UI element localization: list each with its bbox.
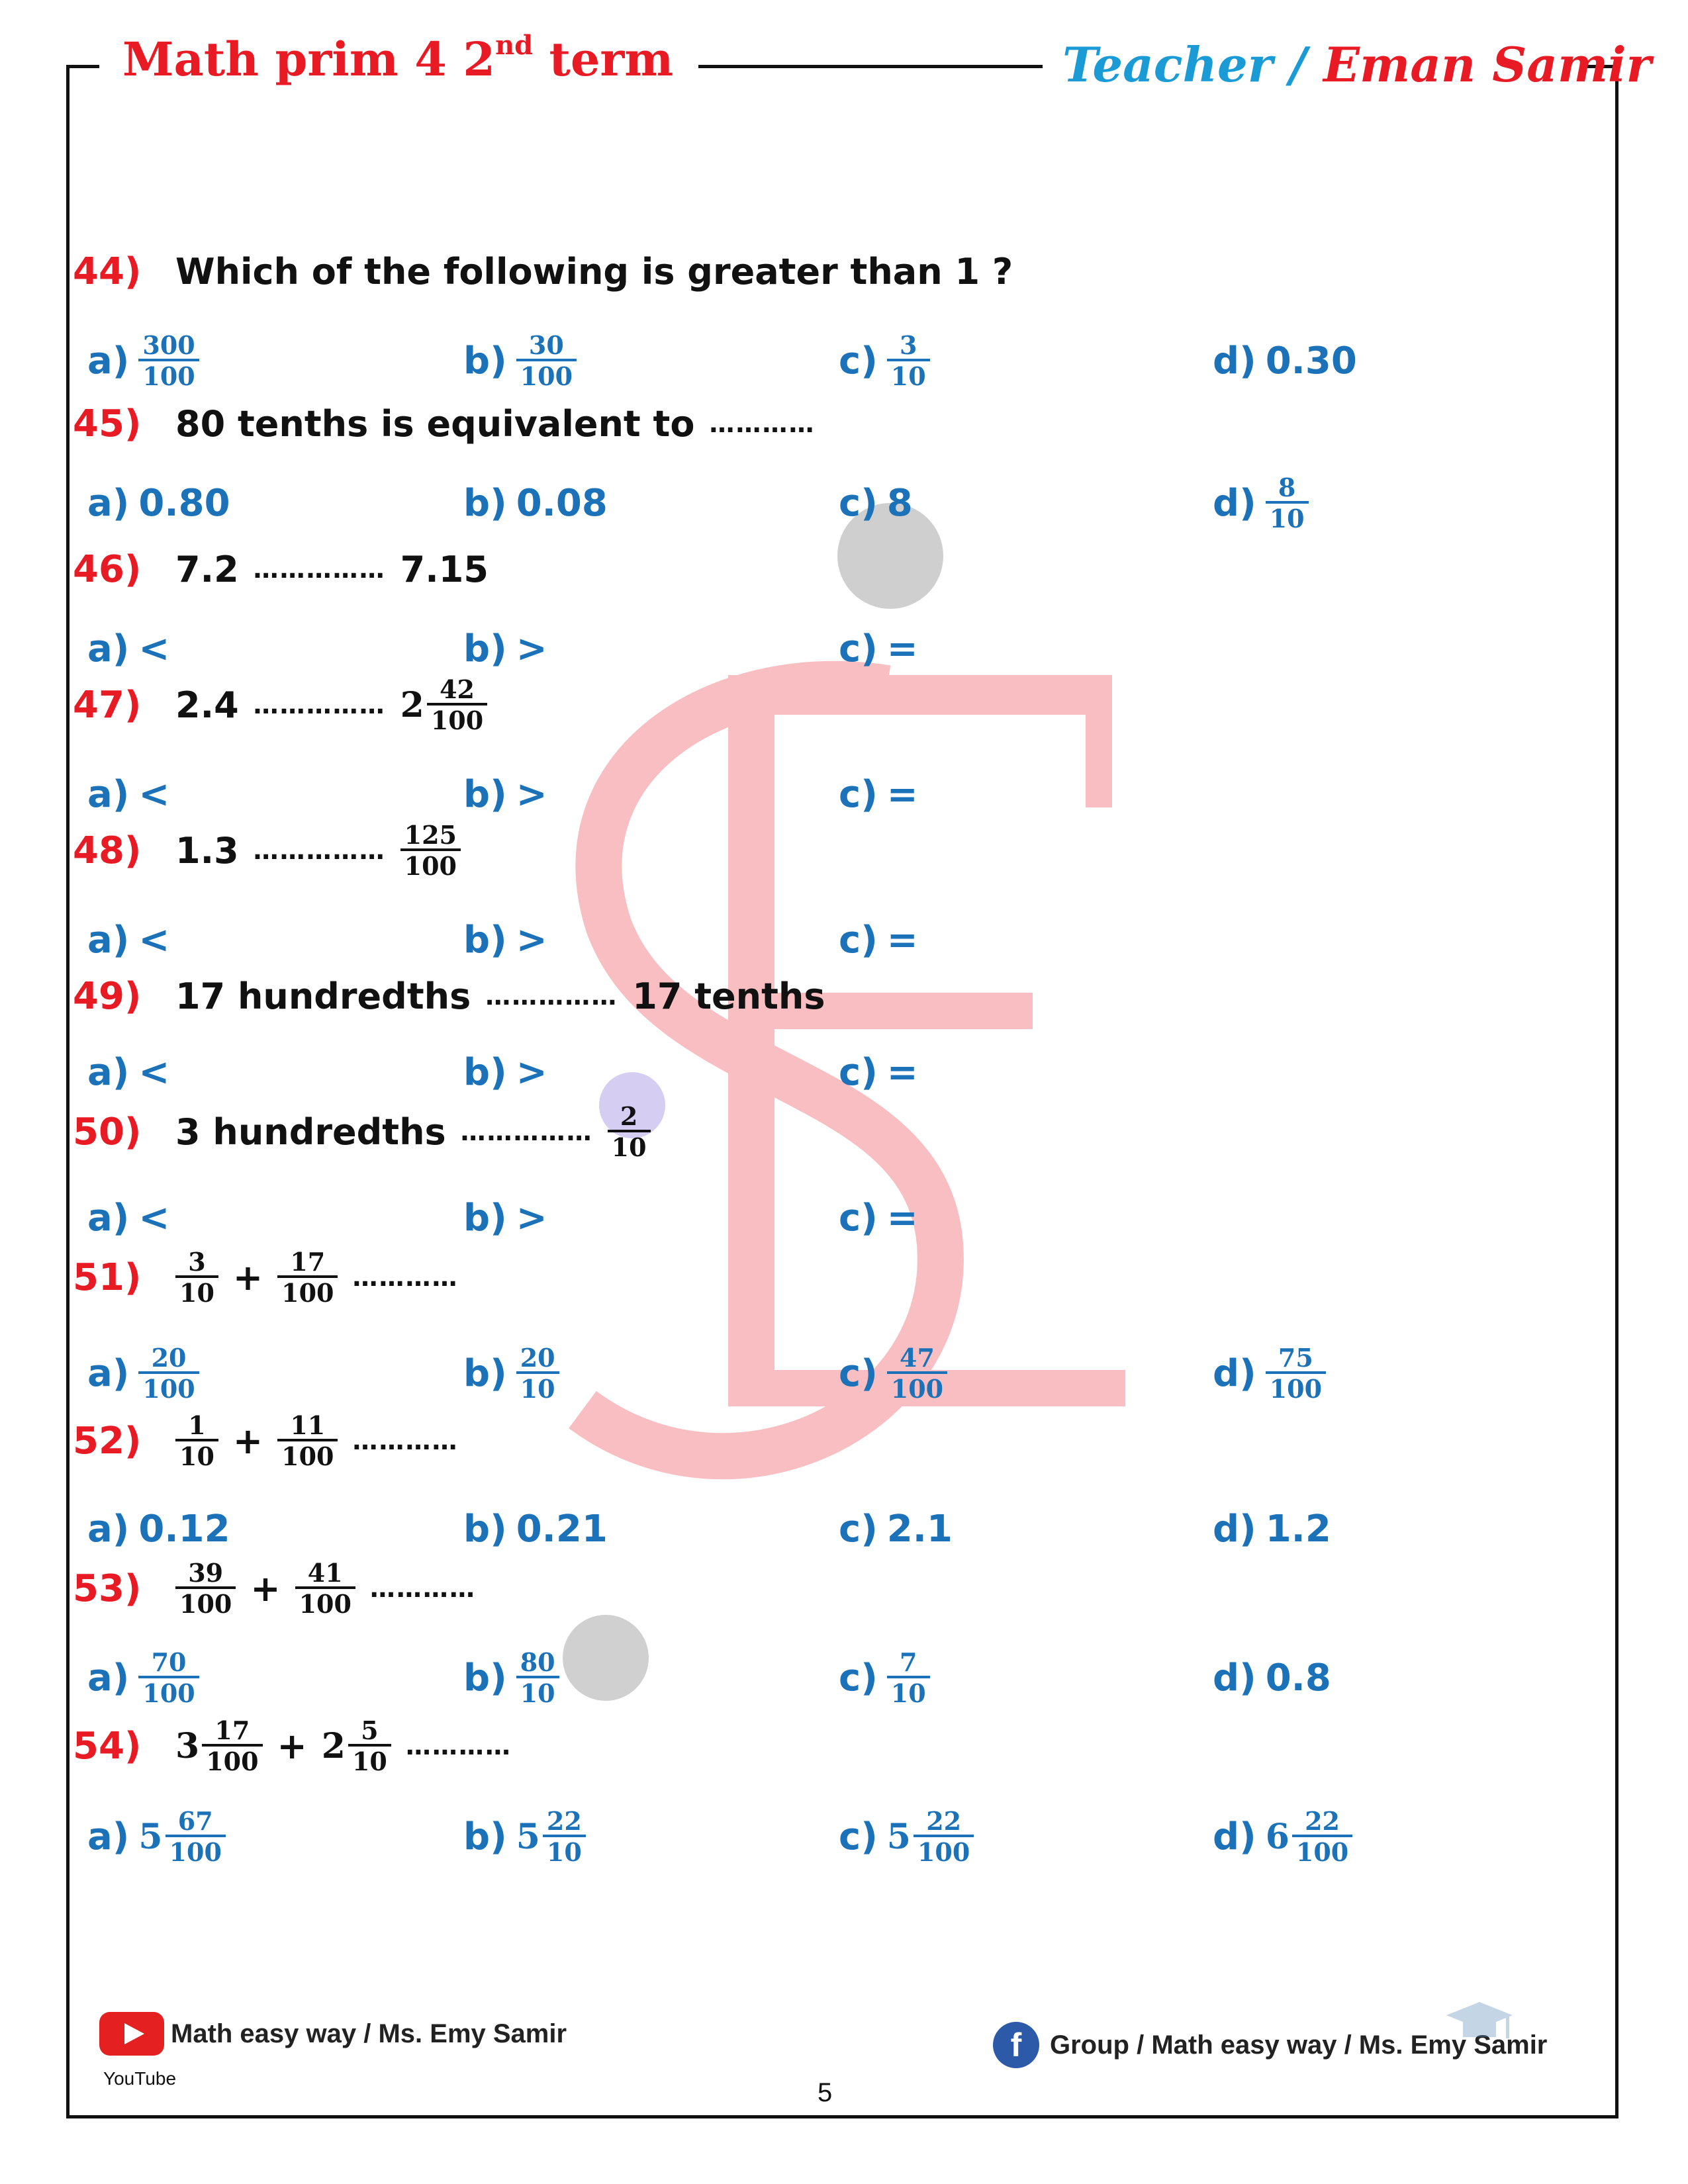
question-52: 52) $\frac{1}{10}$ + $\frac{11}{100}$ …………: [73, 1410, 459, 1471]
question-51: 51) $\frac{3}{10}$ + $\frac{17}{100}$ …………: [73, 1246, 459, 1308]
answer-blank: ……………: [253, 836, 386, 865]
question-number: 54): [73, 1724, 142, 1768]
option-c[interactable]: c) 5 $\frac{22}{100}$: [839, 1800, 974, 1873]
option-a[interactable]: a) $\frac{300}{100}$: [87, 324, 199, 397]
question-48: 48) 1.3 …………… $\frac{125}{100}$: [73, 814, 461, 887]
option-b[interactable]: b) >: [463, 627, 547, 670]
option-a[interactable]: a) $\frac{70}{100}$: [87, 1641, 199, 1714]
question-53: 53) $\frac{39}{100}$ + $\frac{41}{100}$ …………: [73, 1557, 476, 1619]
option-c[interactable]: c) 8: [839, 481, 913, 525]
question-text: Which of the following is greater than 1 ?: [175, 250, 1013, 293]
option-a[interactable]: a) 0.12: [87, 1507, 230, 1551]
question-number: 44): [73, 250, 142, 293]
question-number: 51): [73, 1255, 142, 1299]
option-a[interactable]: a) $\frac{20}{100}$: [87, 1337, 199, 1410]
page-border-top: [698, 65, 1043, 68]
option-b[interactable]: b) >: [463, 1050, 547, 1094]
facebook-icon: f: [993, 2022, 1039, 2068]
page-number: 5: [818, 2078, 833, 2107]
option-d[interactable]: d) $\frac{75}{100}$: [1213, 1337, 1326, 1410]
question-47: 47) 2.4 …………… 2 $\frac{42}{100}$: [73, 668, 487, 741]
page-border-left: [66, 66, 70, 2118]
options-53: [87, 1641, 1544, 1714]
option-b[interactable]: b) >: [463, 1196, 547, 1240]
option-a[interactable]: a) 5 $\frac{67}{100}$: [87, 1800, 226, 1873]
youtube-label: YouTube: [103, 2068, 177, 2089]
question-number: 50): [73, 1110, 142, 1154]
question-54: 54) 3 $\frac{17}{100}$ + 2 $\frac{5}{10}$ …………: [73, 1715, 512, 1776]
option-c[interactable]: c) $\frac{47}{100}$: [839, 1337, 947, 1410]
page-border-bottom: [66, 2115, 1618, 2118]
option-b[interactable]: b) 5 $\frac{22}{10}$: [463, 1800, 586, 1873]
option-d[interactable]: d) 0.8: [1213, 1656, 1331, 1700]
question-45: [73, 387, 815, 460]
graduation-cap-icon: [1443, 1995, 1516, 2055]
answer-blank: ……………: [460, 1117, 593, 1146]
options-44: [87, 324, 1544, 397]
option-d[interactable]: d) $\frac{8}{10}$: [1213, 467, 1309, 539]
question-46: 46) 7.2 …………… 7.15: [73, 547, 489, 591]
answer-blank: ……………: [485, 981, 618, 1011]
option-b[interactable]: b) $\frac{30}{100}$: [463, 324, 577, 397]
youtube-link[interactable]: [99, 2012, 567, 2056]
answer-blank: …………: [352, 1426, 459, 1455]
option-a[interactable]: a) <: [87, 772, 170, 816]
option-a[interactable]: a) <: [87, 627, 170, 670]
question-50: 50) 3 hundredths …………… $\frac{2}{10}$: [73, 1095, 651, 1168]
question-number: 52): [73, 1419, 142, 1463]
question-number: 46): [73, 547, 142, 591]
youtube-icon: [99, 2012, 164, 2056]
option-a[interactable]: a) <: [87, 1196, 170, 1240]
option-c[interactable]: c) =: [839, 627, 918, 670]
option-c[interactable]: c) $\frac{3}{10}$: [839, 324, 930, 397]
answer-blank: ……………: [253, 555, 386, 584]
teacher-name: Teacher / Eman Samir: [1062, 36, 1652, 93]
question-number: 53): [73, 1567, 142, 1610]
option-c[interactable]: c) =: [839, 918, 918, 962]
options-45: [87, 467, 1544, 539]
option-c[interactable]: c) 2.1: [839, 1507, 953, 1551]
question-number: 49): [73, 974, 142, 1018]
answer-blank: ……………: [253, 690, 386, 719]
answer-blank: …………: [405, 1731, 512, 1760]
question-number: 45): [73, 402, 142, 445]
page-border-right: [1615, 66, 1618, 2118]
option-d[interactable]: d) 1.2: [1213, 1507, 1331, 1551]
option-b[interactable]: b) >: [463, 918, 547, 962]
page-title: Math prim 4 2nd term: [122, 29, 674, 87]
option-a[interactable]: a) 0.80: [87, 481, 230, 525]
option-b[interactable]: b) 0.21: [463, 1507, 608, 1551]
page-border-top: [66, 65, 99, 68]
option-a[interactable]: a) <: [87, 918, 170, 962]
answer-blank: …………: [352, 1263, 459, 1292]
question-49: 49) 17 hundredths …………… 17 tenths: [73, 974, 825, 1018]
option-c[interactable]: c) $\frac{7}{10}$: [839, 1641, 930, 1714]
option-b[interactable]: b) $\frac{20}{10}$: [463, 1337, 559, 1410]
question-text: 80 tenths is equivalent to: [175, 402, 695, 445]
answer-blank: …………: [709, 409, 816, 438]
option-c[interactable]: c) =: [839, 1196, 918, 1240]
option-c[interactable]: c) =: [839, 1050, 918, 1094]
question-number: 47): [73, 683, 142, 727]
youtube-channel-text: Math easy way / Ms. Emy Samir: [171, 2019, 567, 2048]
options-51: [87, 1337, 1544, 1410]
option-b[interactable]: b) $\frac{80}{10}$: [463, 1641, 559, 1714]
option-b[interactable]: b) >: [463, 772, 547, 816]
option-d[interactable]: d) 0.30: [1213, 339, 1357, 383]
answer-blank: …………: [369, 1574, 476, 1603]
option-b[interactable]: b) 0.08: [463, 481, 608, 525]
option-a[interactable]: a) <: [87, 1050, 170, 1094]
option-c[interactable]: c) =: [839, 772, 918, 816]
options-54: [87, 1800, 1544, 1873]
facebook-group-text: Group / Math easy way / Ms. Emy Samir: [1050, 2030, 1548, 2060]
question-44: [73, 235, 1013, 308]
question-number: 48): [73, 829, 142, 872]
option-d[interactable]: d) 6 $\frac{22}{100}$: [1213, 1800, 1352, 1873]
